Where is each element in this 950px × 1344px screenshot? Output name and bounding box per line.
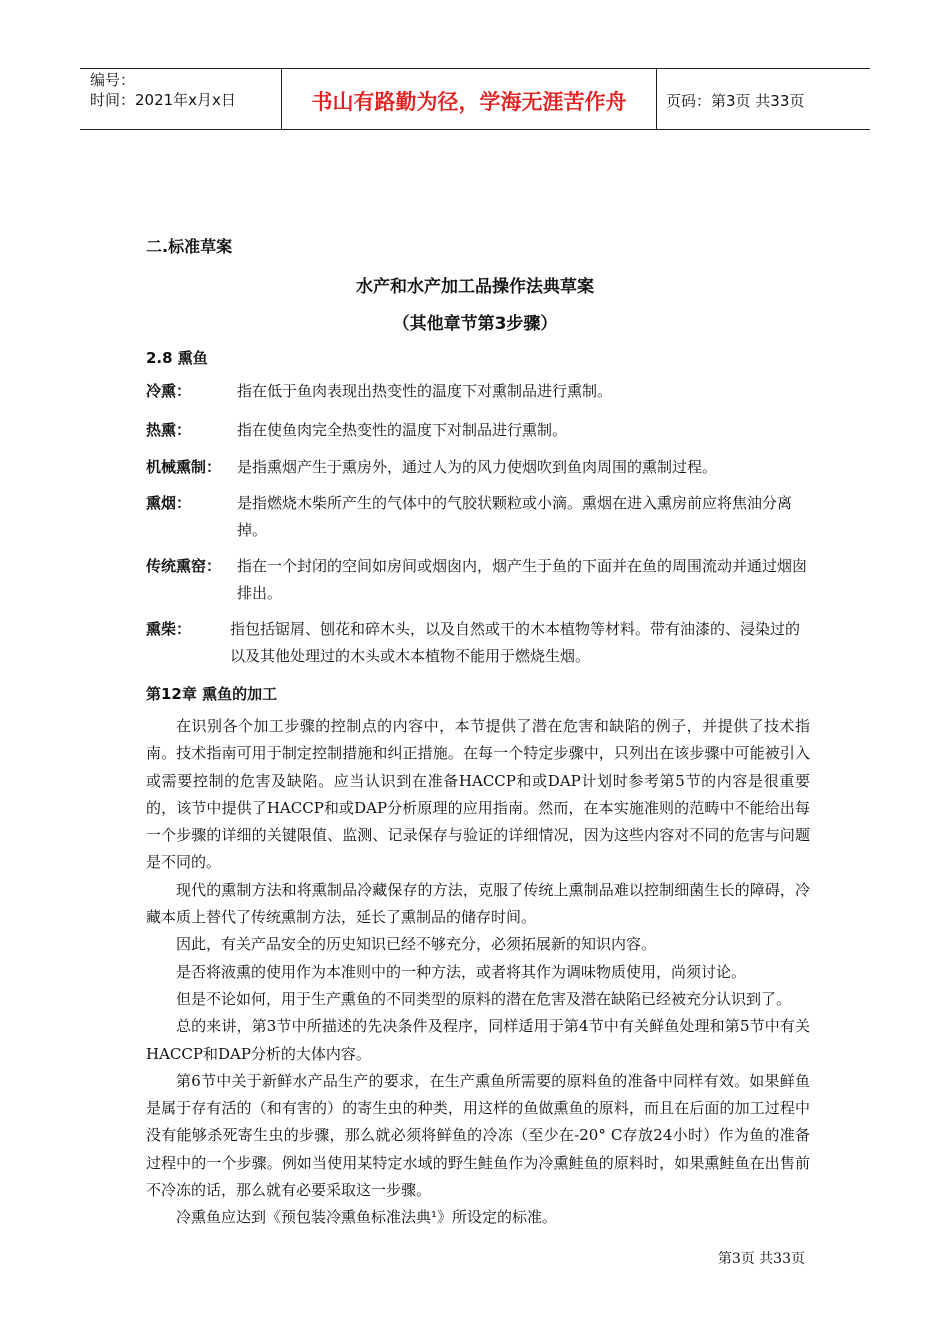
body-paragraph: 总的来讲，第3节中所描述的先决条件及程序，同样适用于第4节中有关鲜鱼处理和第5节中有关HACCP和DAP分析的大体内容。 xyxy=(146,1017,810,1063)
definition-text: 指在低于鱼肉表现出热变性的温度下对熏制品进行熏制。 xyxy=(237,382,613,400)
definition-text: 是指燃烧木柴所产生的气体中的气胶状颗粒或小滴。熏烟在进入熏房前应将焦油分离掉。 xyxy=(237,494,793,539)
definition-term: 熏柴： xyxy=(146,620,192,638)
document-subtitle: （其他章节第3步骤） xyxy=(392,314,558,334)
body-paragraph: 是否将液熏的使用作为本准则中的一种方法，或者将其作为调味物质使用，尚须讨论。 xyxy=(176,962,747,981)
body-paragraph: 因此，有关产品安全的历史知识已经不够充分，必须拓展新的知识内容。 xyxy=(176,935,657,954)
definition-term: 传统熏窑： xyxy=(146,557,222,575)
header-divider xyxy=(656,68,657,130)
page-header xyxy=(80,68,870,130)
body-paragraph: 现代的熏制方法和将熏制品冷藏保存的方法，克服了传统上熏制品难以控制细菌生长的障碍，冷藏本质上替代了传统熏制方法，延长了熏制品的储存时间。 xyxy=(146,880,810,927)
definition-text: 指在使鱼肉完全热变性的温度下对制品进行熏制。 xyxy=(237,421,568,439)
body-paragraph: 但是不论如何，用于生产熏鱼的不同类型的原料的潜在危害及潜在缺陷已经被充分认识到了。 xyxy=(176,989,792,1008)
definition-term: 热熏： xyxy=(146,421,192,439)
definition-text: 指包括锯屑、刨花和碎木头，以及自然或干的木本植物等材料。带有油漆的、浸染过的以及其他处理过的木头或木本植物不能用于燃烧生烟。 xyxy=(230,620,801,665)
definition-term: 冷熏： xyxy=(146,382,192,400)
chapter-heading: 第12章 熏鱼的加工 xyxy=(146,685,278,703)
page-footer: 第3页 共33页 xyxy=(717,1251,805,1267)
body-paragraph: 第6节中关于新鲜水产品生产的要求，在生产熏鱼所需要的原料鱼的准备中同样有效。如果鲜鱼是属于存有活的（和有害的）的寄生虫的种类，用这样的鱼做熏鱼的原料，而且在后面的加工过程中没有能够杀死寄生虫的步骤，那么就必须将鲜鱼的冷冻（至少在-20° C存放24小时）作为鱼的准备过程中的一个步骤。例如当使用某特定水域的野生鲑鱼作为冷熏鲑鱼的原料时，如果熏鲑鱼在出售前不冷冻的话，那么就有必要采取这一步骤。 xyxy=(146,1071,810,1200)
page-indicator: 页码：第3页 共33页 xyxy=(666,92,805,110)
motto: 书山有路勤为径，学海无涯苦作舟 xyxy=(311,90,627,114)
subsection-heading: 2.8 熏鱼 xyxy=(146,349,208,367)
header-top-rule xyxy=(80,68,870,69)
header-meta xyxy=(90,70,236,110)
time-label: 时间：2021年x月x日 xyxy=(90,91,236,109)
definition-term: 熏烟： xyxy=(146,494,192,512)
section-title: 二.标准草案 xyxy=(146,237,233,256)
body-paragraph: 冷熏鱼应达到《预包装冷熏鱼标准法典¹》所设定的标准。 xyxy=(176,1208,558,1227)
number-label: 编号： xyxy=(90,71,136,89)
definition-text: 指在一个封闭的空间如房间或烟囱内，烟产生于鱼的下面并在鱼的周围流动并通过烟囱排出。 xyxy=(237,557,808,602)
header-bottom-rule xyxy=(80,129,870,130)
document-title: 水产和水产加工品操作法典草案 xyxy=(356,277,594,297)
definition-text: 是指熏烟产生于熏房外，通过人为的风力使烟吹到鱼肉周围的熏制过程。 xyxy=(237,458,718,476)
body-paragraph: 在识别各个加工步骤的控制点的内容中，本节提供了潜在危害和缺陷的例子，并提供了技术指南。技术指南可用于制定控制措施和纠正措施。在每一个特定步骤中，只列出在该步骤中可能被引入或需要控制的危害及缺陷。应当认识到在准备HACCP和或DAP计划时参考第5节的内容是很重要的，该节中提供了HACCP和或DAP分析原理的应用指南。然而，在本实施准则的范畴中不能给出每一个步骤的详细的关键限值、监测、记录保存与验证的详细情况，因为这些内容对不同的危害与问题是不同的。 xyxy=(146,717,810,872)
chapter-body xyxy=(146,713,810,1232)
definition-term: 机械熏制： xyxy=(146,458,222,476)
